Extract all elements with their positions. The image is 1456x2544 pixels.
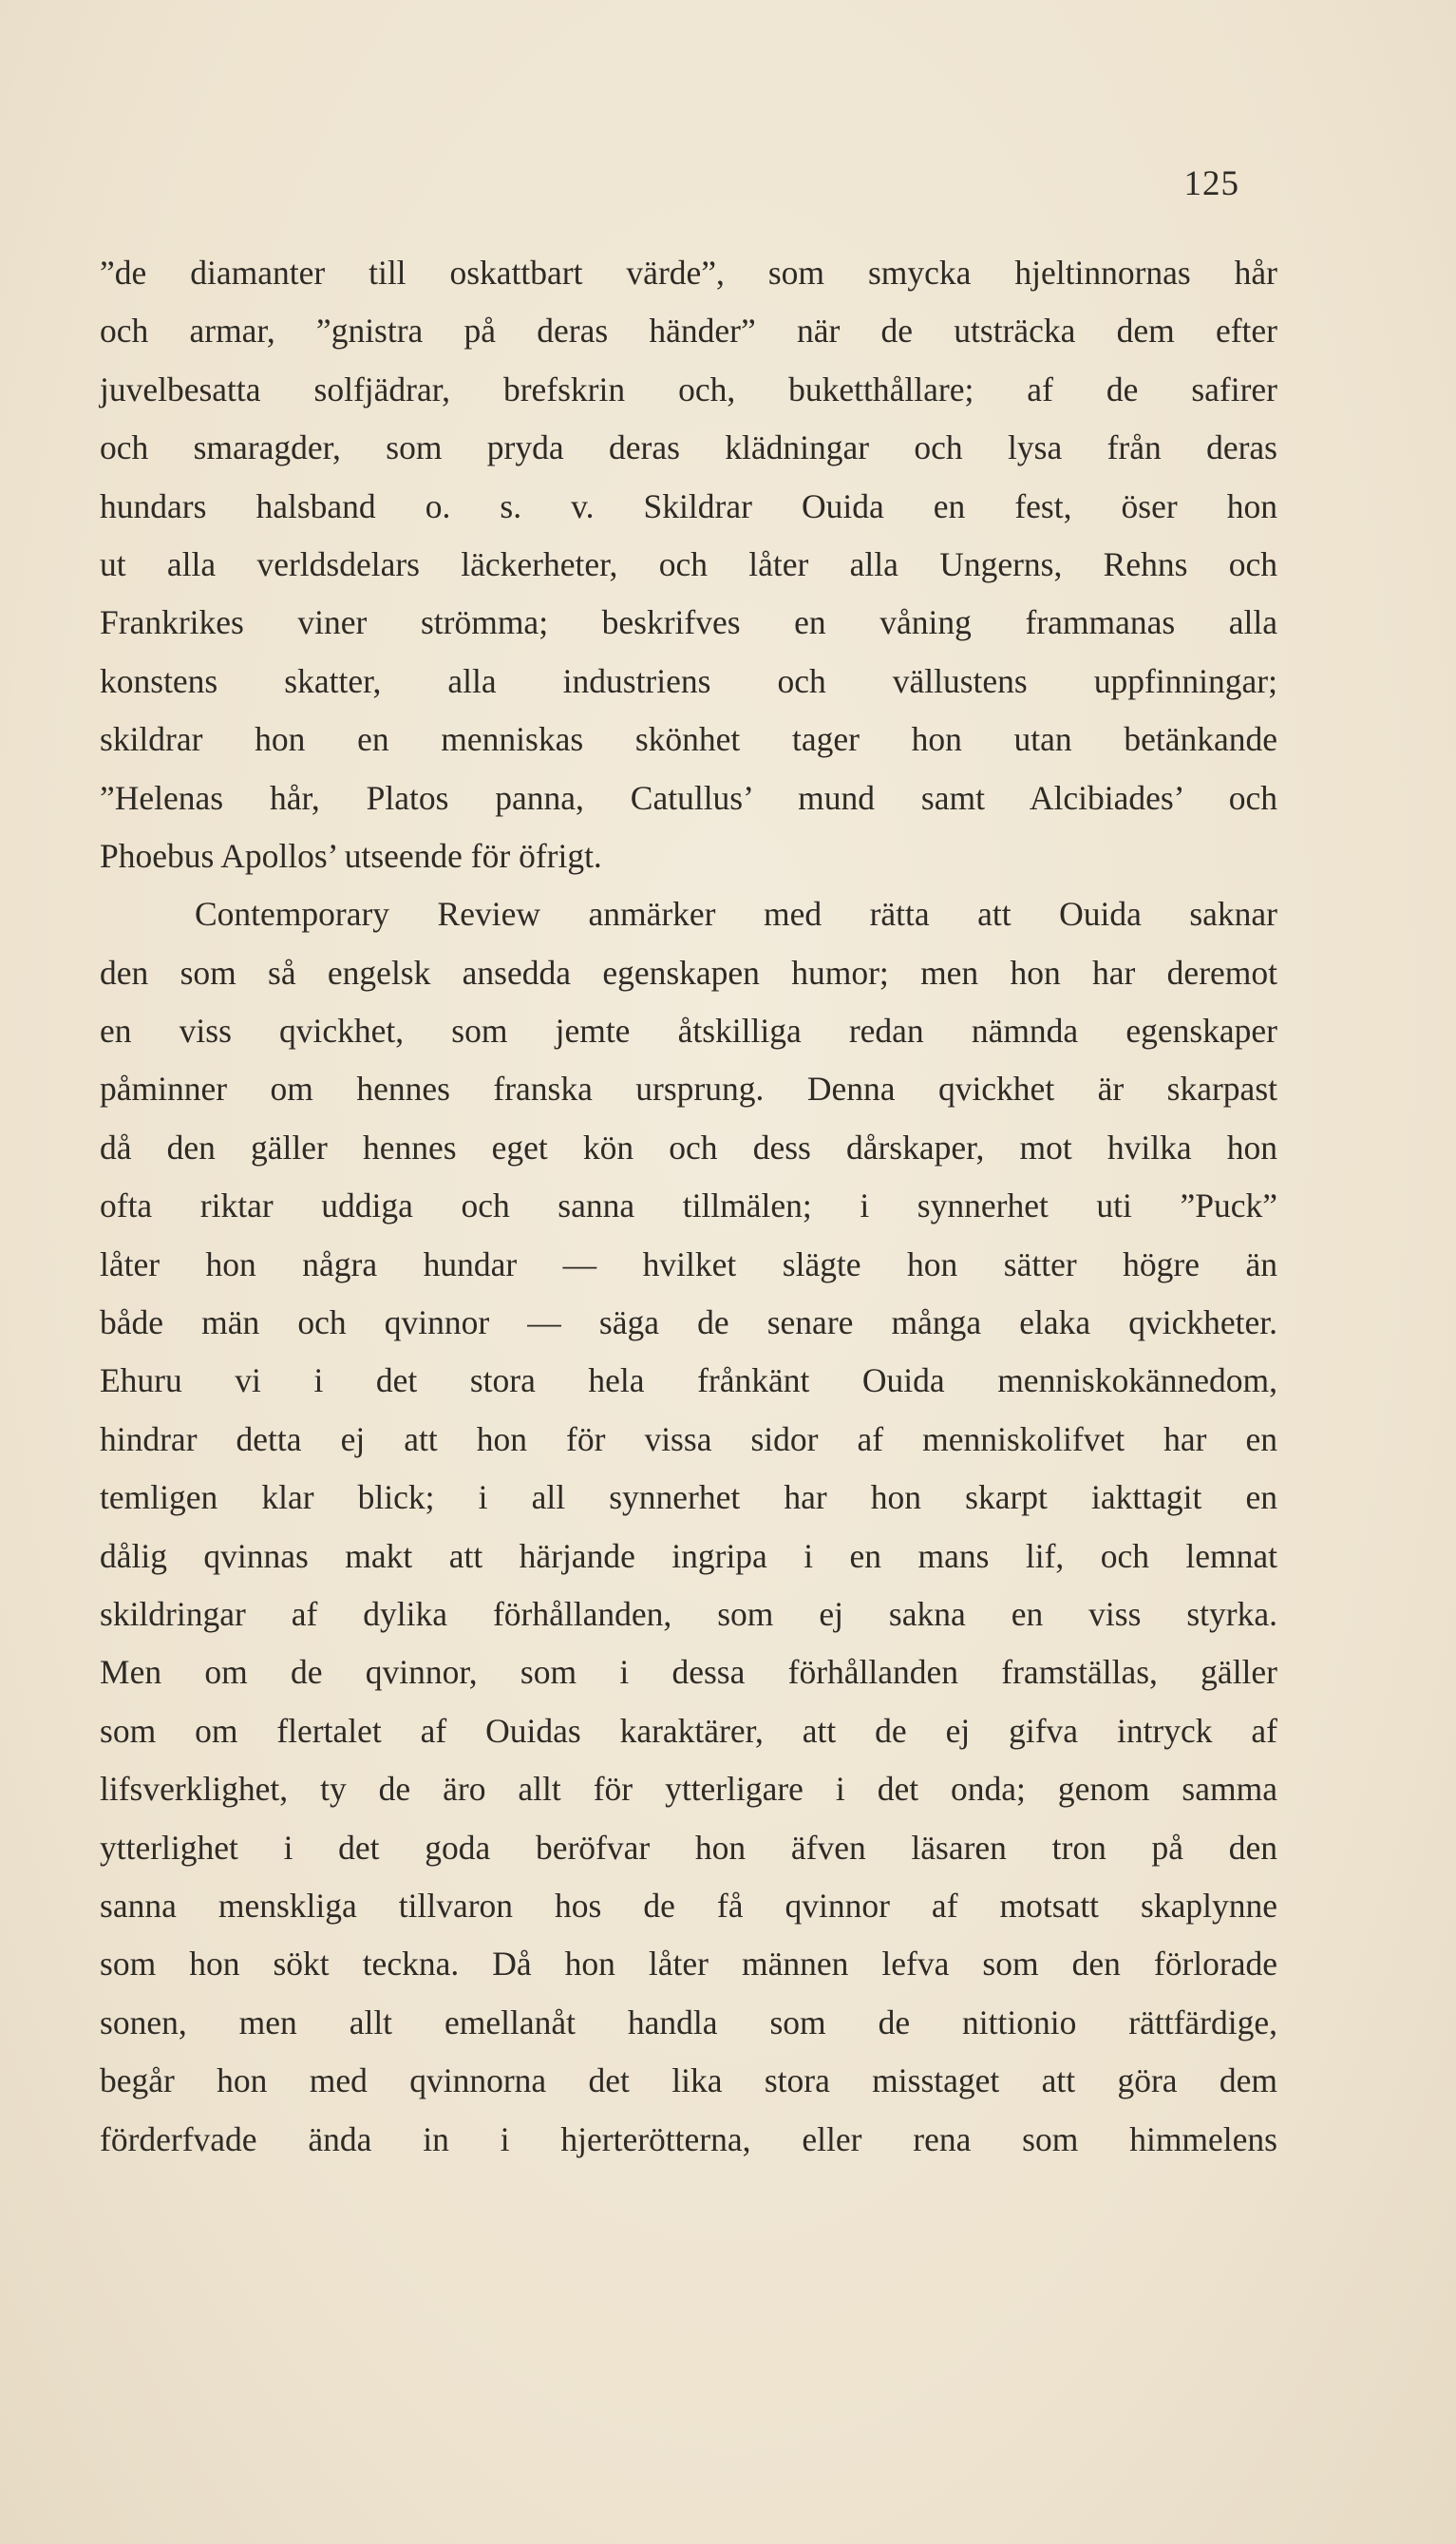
text-line: skildringar af dylika förhållanden, som ej sakna en viss styrka. <box>100 1594 1277 1633</box>
text-line: Phoebus Apollos’ utseende för öfrigt. <box>100 836 602 875</box>
text-line: temligen klar blick; i all synnerhet har hon skarpt iakttagit en <box>100 1478 1277 1517</box>
text-line: förderfvade ända in i hjerterötterna, eller rena som himmelens <box>100 2119 1277 2158</box>
text-line: dålig qvinnas makt att härjande ingripa i en mans lif, och lemnat <box>100 1536 1277 1575</box>
text-line: och smaragder, som pryda deras klädningar och lysa från deras <box>100 428 1277 467</box>
text-line: hindrar detta ej att hon för vissa sidor af menniskolifvet har en <box>100 1419 1277 1458</box>
text-line: konstens skatter, alla industriens och vällustens uppfinningar; <box>100 661 1277 700</box>
text-line: Men om de qvinnor, som i dessa förhållanden framställas, gäller <box>100 1653 1277 1692</box>
text-line: låter hon några hundar — hvilket slägte hon sätter högre än <box>100 1244 1277 1283</box>
text-line: hundars halsband o. s. v. Skildrar Ouida en fest, öser hon <box>100 486 1277 525</box>
text-line: Ehuru vi i det stora hela frånkänt Ouida menniskokännedom, <box>100 1361 1277 1400</box>
text-line: lifsverklighet, ty de äro allt för ytterligare i det onda; genom samma <box>100 1770 1277 1809</box>
text-line: både män och qvinnor — säga de senare många elaka qvickheter. <box>100 1303 1277 1342</box>
text-line: ”Helenas hår, Platos panna, Catullus’ mund samt Alcibiades’ och <box>100 778 1277 817</box>
text-line: som om flertalet af Ouidas karaktärer, att de ej gifva intryck af <box>100 1711 1277 1750</box>
text-line: ofta riktar uddiga och sanna tillmälen; i synnerhet uti ”Puck” <box>100 1187 1277 1225</box>
text-line: skildrar hon en menniskas skönhet tager hon utan betänkande <box>100 720 1277 759</box>
text-line: ut alla verldsdelars läckerheter, och låter alla Ungerns, Rehns och <box>100 544 1277 583</box>
body-text <box>100 244 1277 2169</box>
text-line: ytterlighet i det goda beröfvar hon äfven läsaren tron på den <box>100 1828 1277 1867</box>
text-line: och armar, ”gnistra på deras händer” när de utsträcka dem efter <box>100 312 1277 351</box>
text-line: den som så engelsk ansedda egenskapen humor; men hon har deremot <box>100 953 1277 992</box>
text-line: begår hon med qvinnorna det lika stora misstaget att göra dem <box>100 2061 1277 2100</box>
text-line: sonen, men allt emellanåt handla som de nittionio rättfärdige, <box>100 2003 1277 2041</box>
text-line: då den gäller hennes eget kön och dess dårskaper, mot hvilka hon <box>100 1128 1277 1167</box>
text-line: sanna menskliga tillvaron hos de få qvinnor af motsatt skaplynne <box>100 1886 1277 1925</box>
text-line: juvelbesatta solfjädrar, brefskrin och, buketthållare; af de safirer <box>100 370 1277 408</box>
text-line: Frankrikes viner strömma; beskrifves en våning frammanas alla <box>100 603 1277 642</box>
text-line: ”de diamanter till oskattbart värde”, som smycka hjeltinnornas hår <box>100 254 1277 292</box>
text-line: en viss qvickhet, som jemte åtskilliga redan nämnda egenskaper <box>100 1012 1277 1051</box>
text-line: Contemporary Review anmärker med rätta att Ouida saknar <box>195 895 1277 934</box>
page-number: 125 <box>1183 164 1239 203</box>
text-line: som hon sökt teckna. Då hon låter männen lefva som den förlorade <box>100 1945 1277 1984</box>
text-line: påminner om hennes franska ursprung. Denna qvickhet är skarpast <box>100 1070 1277 1109</box>
